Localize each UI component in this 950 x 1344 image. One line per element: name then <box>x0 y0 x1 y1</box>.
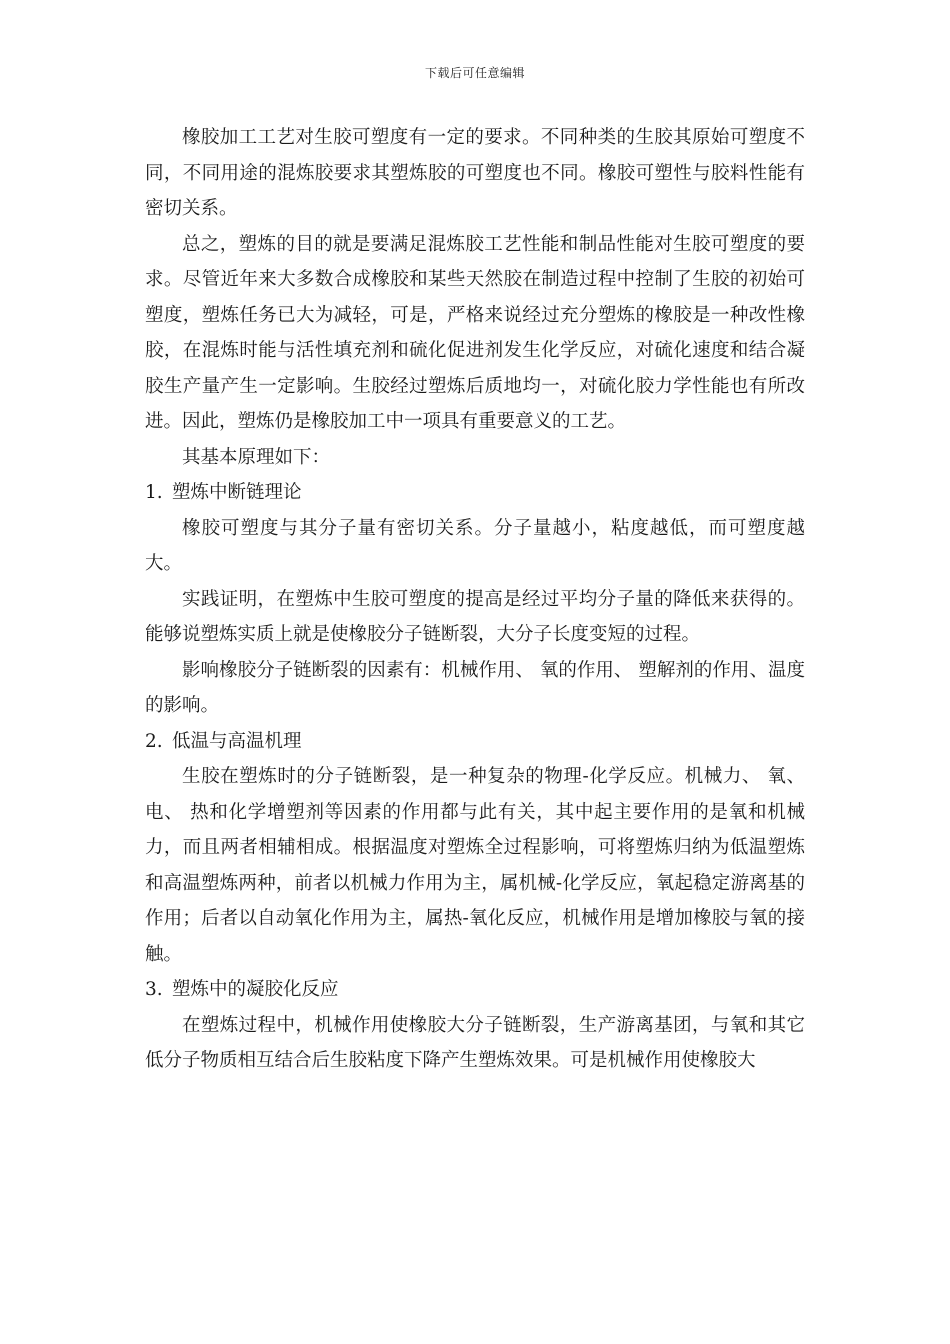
paragraph-chain-scission-factors: 影响橡胶分子链断裂的因素有：机械作用、 氧的作用、 塑解剂的作用、温度的影响。 <box>145 659 805 716</box>
document-body <box>145 120 805 1079</box>
section-title: 塑炼中的凝胶化反应 <box>172 979 339 1000</box>
paragraph-temperature-mechanism: 生胶在塑炼时的分子链断裂，是一种复杂的物理-化学反应。机械力、 氧、 电、 热和化学增塑剂等因素的作用都与此有关，其中起主要作用的是氧和机械力，而且两者相辅相成。根据温度对塑炼全过程影响，可将塑炼归纳为低温塑炼和高温塑炼两种，前者以机械力作用为主，属机械-化学反应，氧起稳定游离基的作用；后者以自动氧化作用为主，属热-氧化反应，机械作用是增加橡胶与氧的接触。 <box>145 766 805 965</box>
paragraph-summary: 总之，塑炼的目的就是要满足混炼胶工艺性能和制品性能对生胶可塑度的要求。尽管近年来大多数合成橡胶和某些天然胶在制造过程中控制了生胶的初始可塑度，塑炼任务已大为减轻，可是，严格来说经过充分塑炼的橡胶是一种改性橡胶，在混炼时能与活性填充剂和硫化促进剂发生化学反应，对硫化速度和结合凝胶生产量产生一定影响。生胶经过塑炼后质地均一，对硫化胶力学性能也有所改进。因此，塑炼仍是橡胶加工中一项具有重要意义的工艺。 <box>145 233 805 432</box>
section-number: 1. <box>145 482 163 503</box>
section-title: 低温与高温机理 <box>172 730 302 752</box>
section-number: 3. <box>145 979 163 1000</box>
paragraph-plasticity-requirements: 橡胶加工工艺对生胶可塑度有一定的要求。不同种类的生胶其原始可塑度不同，不同用途的混炼胶要求其塑炼胶的可塑度也不同。橡胶可塑性与胶料性能有密切关系。 <box>145 127 805 219</box>
section-heading-1 <box>145 475 805 511</box>
paragraph-practice-proof: 实践证明，在塑炼中生胶可塑度的提高是经过平均分子量的降低来获得的。能够说塑炼实质上就是使橡胶分子链断裂，大分子长度变短的过程。 <box>145 588 805 645</box>
section-heading-2 <box>145 724 805 760</box>
page-header: 下载后可任意编辑 <box>424 66 525 80</box>
paragraph-molecular-weight: 橡胶可塑度与其分子量有密切关系。分子量越小，粘度越低，而可塑度越大。 <box>145 517 805 574</box>
paragraph-principles-intro: 其基本原理如下： <box>182 446 331 468</box>
section-heading-3 <box>145 972 805 1008</box>
section-number: 2. <box>145 730 163 752</box>
section-title: 塑炼中断链理论 <box>172 482 302 503</box>
paragraph-gelation: 在塑炼过程中，机械作用使橡胶大分子链断裂，生产游离基团，与氧和其它低分子物质相互结合后生胶粘度下降产生塑炼效果。可是机械作用使橡胶大 <box>145 1014 805 1071</box>
